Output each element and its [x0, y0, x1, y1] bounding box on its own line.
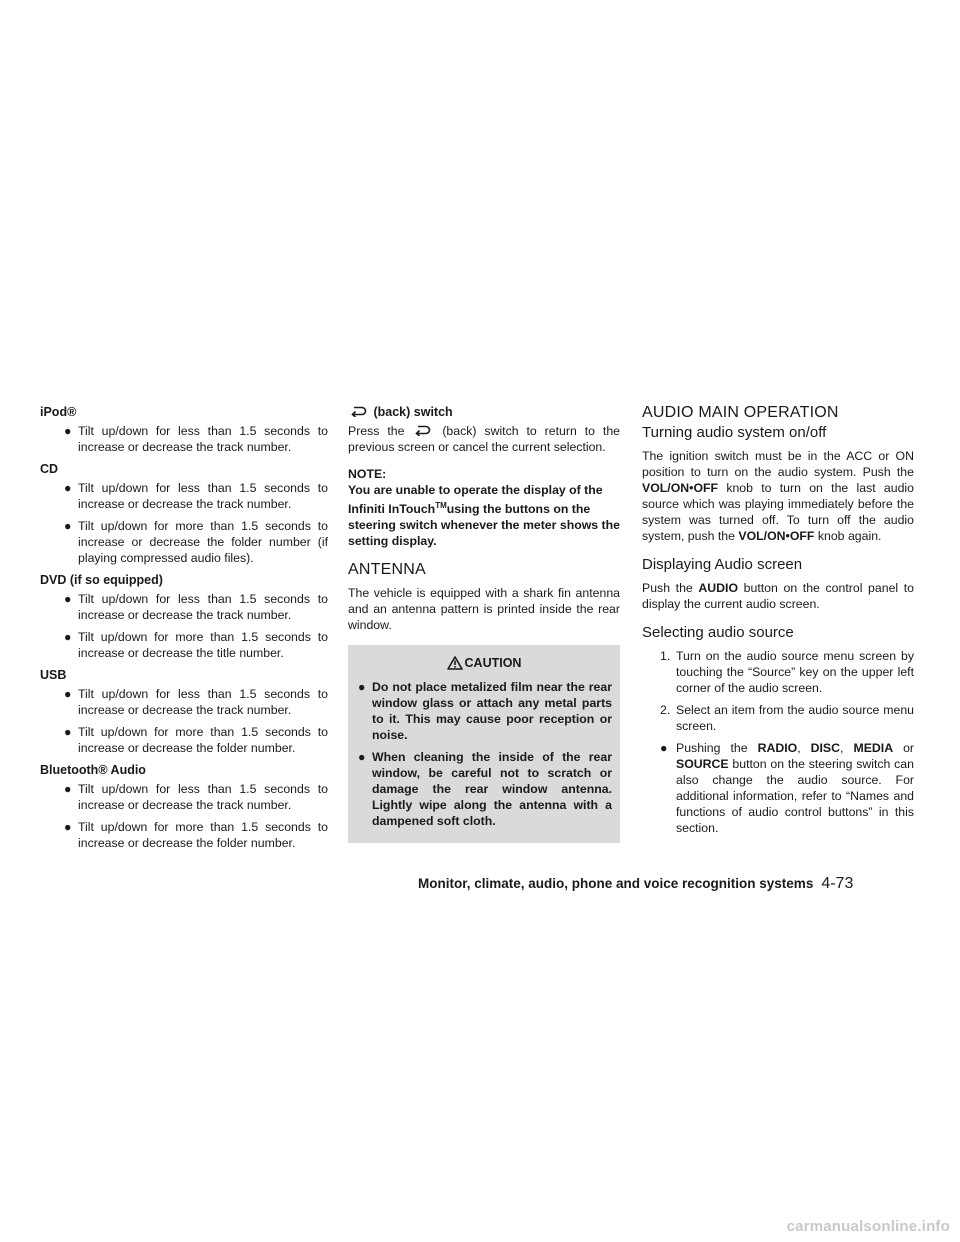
list-item: ● Tilt up/down for less than 1.5 seconds to increase or decrease the track number.	[64, 687, 328, 717]
list-item: ● Tilt up/down for more than 1.5 seconds to increase or decrease the folder number (if playing compressed audio files).	[64, 519, 328, 565]
bullet-icon: ●	[358, 750, 366, 765]
list-item: ● Do not place metalized film near the rear window glass or attach any metal parts to it. This may cause poor reception or noise.	[358, 680, 612, 743]
select-title: Selecting audio source	[642, 624, 794, 641]
footer-section-title: Monitor, climate, audio, phone and voice recognition systems	[418, 876, 814, 891]
list-item: ● Tilt up/down for more than 1.5 seconds to increase or decrease the folder number.	[64, 725, 328, 755]
cd-heading: CD	[40, 462, 59, 476]
list-item: ● Tilt up/down for more than 1.5 seconds to increase or decrease the title number.	[64, 630, 328, 660]
bluetooth-group	[40, 762, 328, 851]
bullet-icon: ●	[64, 519, 72, 533]
cd-group	[40, 461, 328, 566]
note-label: NOTE:	[348, 467, 387, 481]
antenna-text: The vehicle is equipped with a shark fin antenna and an antenna pattern is printed inside the rear window.	[348, 586, 620, 633]
usb-heading: USB	[40, 668, 67, 682]
list-item: ● Tilt up/down for more than 1.5 seconds to increase or decrease the folder number.	[64, 820, 328, 850]
list-item: ● Tilt up/down for less than 1.5 seconds to increase or decrease the track number.	[64, 424, 328, 454]
ipod-heading: iPod®	[40, 405, 77, 419]
trademark-mark: TM	[435, 501, 447, 510]
column-middle	[348, 404, 620, 843]
onoff-text: The ignition switch must be in the ACC or ON position to turn on the audio system. Push the VOL/ON•OFF knob to turn on the last audio source which was playing immediately before the system was turned off. To turn off the audio system, push the VOL/ON•OFF knob again.	[642, 449, 914, 543]
onoff-title: Turning audio system on/off	[642, 424, 827, 441]
dvd-heading: DVD (if so equipped)	[40, 573, 163, 587]
bullet-icon: ●	[64, 592, 72, 606]
bullet-icon: ●	[64, 424, 72, 438]
column-right	[642, 404, 914, 842]
back-switch-text: Press the (back) switch to return to the previous screen or cancel the current selection.	[348, 424, 621, 454]
page-footer	[418, 875, 922, 893]
bullet-icon: ●	[64, 630, 72, 644]
page-number: 4-73	[821, 875, 854, 892]
bullet-icon: ●	[64, 725, 72, 739]
column-left	[40, 404, 328, 857]
bluetooth-heading: Bluetooth® Audio	[40, 763, 146, 777]
display-text: Push the AUDIO button on the control panel to display the current audio screen.	[642, 581, 915, 611]
list-item: ● Tilt up/down for less than 1.5 seconds to increase or decrease the track number.	[64, 592, 328, 622]
bullet-icon: ●	[358, 680, 366, 695]
bullet-icon: ●	[64, 481, 72, 495]
list-item: ● Pushing the RADIO, DISC, MEDIA or SOURCE button on the steering switch can also change the audio source. For additional information, refer to “Names and functions of audio control buttons” in this section.	[660, 741, 915, 835]
caution-box	[348, 645, 620, 843]
list-item: ● When cleaning the inside of the rear window, be careful not to scratch or damage the rear window antenna. Lightly wipe along the antenna with a dampened soft cloth.	[358, 750, 612, 829]
list-item: 2. Select an item from the audio source menu screen.	[660, 703, 914, 733]
back-switch-heading: (back) switch	[348, 404, 620, 420]
note-block: NOTE: You are unable to operate the display of the Infiniti InTouch™using the buttons on the steering switch whenever the meter shows the setting display.	[348, 467, 620, 549]
antenna-title: ANTENNA	[348, 561, 426, 579]
back-arrow-icon	[348, 405, 370, 417]
bullet-icon: ●	[64, 782, 72, 796]
display-title: Displaying Audio screen	[642, 556, 803, 573]
audio-main-title: AUDIO MAIN OPERATION	[642, 404, 839, 421]
list-item: 1. Turn on the audio source menu screen by touching the “Source” key on the upper left corner of the audio screen.	[660, 649, 914, 695]
ipod-group	[40, 404, 328, 455]
bullet-icon: ●	[64, 687, 72, 701]
back-arrow-icon	[412, 424, 434, 436]
bullet-icon: ●	[64, 820, 72, 834]
dvd-group	[40, 572, 328, 661]
usb-group	[40, 667, 328, 756]
list-item: ● Tilt up/down for less than 1.5 seconds to increase or decrease the track number.	[64, 782, 328, 812]
list-item: ● Tilt up/down for less than 1.5 seconds to increase or decrease the track number.	[64, 481, 328, 511]
watermark: carmanualsonline.info	[786, 1218, 950, 1235]
bullet-icon: ●	[660, 741, 668, 755]
warning-icon	[447, 656, 463, 670]
caution-heading: CAUTION	[356, 655, 612, 671]
